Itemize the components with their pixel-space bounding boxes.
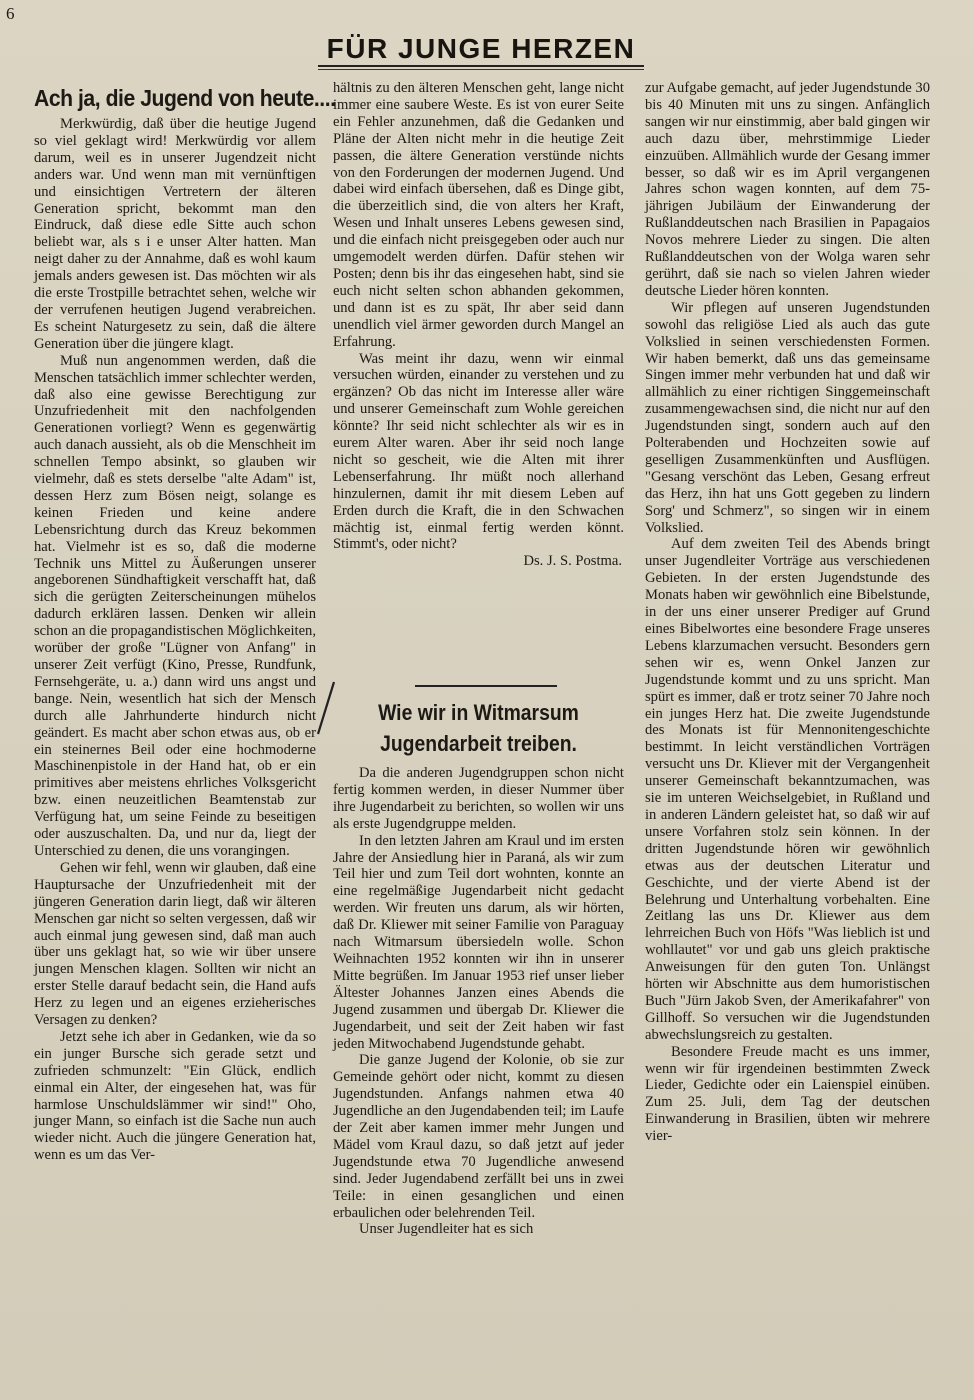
article2-paragraph: Die ganze Jugend der Kolonie, ob sie zur Gemeinde gehört oder nicht, kommt zu diesen Jugendstunden. Anfangs nahmen etwa 40 Jugendliche an den Jugendabenden teil; im Laufe der Zeit aber kamen immer mehr Jungen und Mädel vom Kraul dazu, so daß jetzt auf jeder Jugendstunde etwa 70 Jugendliche anwesend sind. Jeder Jugendabend zerfällt bei uns in zwei Teile: in einen gesanglichen und einen erbaulichen oder belehrenden Teil. bbox=[333, 1052, 624, 1221]
section-title: FÜR JUNGE HERZEN bbox=[326, 33, 636, 64]
article1-headline: Ach ja, die Jugend von heute.... bbox=[34, 85, 336, 111]
article2-column2 bbox=[333, 765, 624, 1238]
article1-paragraph: Jetzt sehe ich aber in Gedanken, wie da so ein junger Bursche sich gerade setzt und zufrieden schmunzelt: "Ein Glück, endlich einmal ein Alter, der eingesehen hat, was für harmlose Unschuldslämmer wir sind!" Oho, junger Mann, so einfach ist die Sache nun auch wieder nicht. Auch die jüngere Generation hat, wenn es um das Ver- bbox=[34, 1028, 316, 1164]
article2-column3 bbox=[645, 80, 930, 1145]
article2-paragraph-continued: zur Aufgabe gemacht, auf jeder Jugendstunde 30 bis 40 Minuten mit uns zu singen. Anfänglich sangen wir nur einstimmig, aber bald gingen wir auch dazu über, mehrstimmige Lieder einzuüben. Allmählich wurde der Gesang immer besser, so daß wir es im April vergangenen Jahres schon wagen konnten, auf dem 75-jährigen Jubiläum der Einwanderung der Rußlanddeutschen nach Brasilien in Papagaios Novos mehrere Lieder zu singen. Die alten Rußlanddeutschen von der Wolga waren sehr gerührt, daß sie nach so vielen Jahren wieder deutsche Lieder hören konnten. bbox=[645, 80, 930, 299]
article2-paragraph: Wir pflegen auf unseren Jugendstunden sowohl das religiöse Lied als auch das gute Volkslied in seinen verschiedensten Formen. Wir haben bemerkt, daß uns das gemeinsame Singen immer mehr verbunden hat und daß wir allmählich zu einer richtigen Singgemeinschaft zusammengewachsen sind, die nicht nur auf den Jugendstunden singt, sondern auch auf den Polterabenden und Hochzeiten sowie auf geselligen Zusammenkünften und Ausflügen. "Gesang verschönt das Leben, Gesang erfreut das Herz, ihn hat uns Gott gegeben zu lindern Sorg' und Schmerz", so singen wir in einem Volkslied. bbox=[645, 299, 930, 536]
page-number: 6 bbox=[6, 4, 15, 23]
article2-paragraph: Unser Jugendleiter hat es sich bbox=[359, 1221, 534, 1238]
slash-mark bbox=[312, 678, 338, 738]
article1-column1 bbox=[34, 116, 316, 1164]
article2-paragraph: Auf dem zweiten Teil des Abends bringt unser Jugendleiter Vorträge aus verschiedenen Gebieten. In der ersten Jugendstunde des Monats haben wir gewöhnlich eine Bibelstunde, in der uns einer unserer Prediger auf Grund eines Bibelwortes eine besondere Frage unseres Lebens klarzumachen versucht. Besonders gern sehen wir es, wenn Onkel Janzen zur Jugendstunde kommt und zu uns spricht. Man spürt es immer, daß er trotz seiner 70 Jahre noch ein junges Herz hat. Die zweite Jugendstunde des Monats ist für Mennonitengeschichte bestimmt. In leicht verständlichen Vorträgen versucht uns Dr. Kliever mit der Vergangenheit unserer Gemeinschaft bekanntzumachen, was sie im unteren Weichselgebiet, in Rußland und in anderen Ländern geleistet hat, so daß wir auf unsere Vorfahren stolz sein können. In der dritten Jugendstunde hören wir gewöhnlich etwas aus der deutschen Literatur und Geschichte, und der vierte Abend ist der Belehrung und Unterhaltung vorbehalten. Eine Zeitlang las uns Dr. Kliewer aus dem lehrreichen Buch von Höfs "Was lieblich ist und wohllautet" vor und gab uns gleich praktische Anweisungen für den guten Ton. Unlängst hörten wir Abschnitte aus dem humoristischen Buch "Jürn Jakob Sven, der Amerikafahrer" von Gillhoff. So versuchen wir die Jugendstunden abwechslungsreich zu gestalten. bbox=[645, 536, 930, 1043]
article2-headline: Wie wir in Witmarsum Jugendarbeit treiben. bbox=[378, 700, 579, 756]
article2-paragraph: Da die anderen Jugendgruppen schon nicht fertig kommen werden, in dieser Nummer über ihre Jugendarbeit zu berichten, so wollen wir uns als erste Jugendgruppe melden. bbox=[333, 765, 624, 832]
article1-paragraph: Merkwürdig, daß über die heutige Jugend so viel geklagt wird! Merkwürdig vor allem darum, weil es in unserer Jugendzeit nicht anders war. Und wenn man mit vernünftigen und einsichtigen Vertretern der älteren Generation spricht, bekommt man den Eindruck, daß diese edle Sitte auch schon beliebt war, als s i e unser Alter hatten. Man neigt daher zu der Annahme, daß es wohl kaum jemals anders gewesen ist. Das möchten wir als die erste Trostpille betrachtet sehen, welche wir der verrufenen heutigen Jugend verabreichen. Es scheint Naturgesetz zu sein, daß die ältere Generation über die jüngere klagt. bbox=[34, 116, 316, 352]
article-divider bbox=[415, 685, 557, 687]
article2-paragraph: Besondere Freude macht es uns immer, wenn wir für irgendeinen bestimmten Zweck Lieder, Gedichte oder ein Laienspiel einüben. Zum 25. Juli, dem Tag der deutschen Einwanderung in Brasilien, übten wir mehrere vier- bbox=[645, 1043, 930, 1145]
article1-column2 bbox=[333, 80, 624, 570]
title-rule bbox=[318, 65, 644, 67]
article2-paragraph: In den letzten Jahren am Kraul und im ersten Jahre der Ansiedlung hier in Paraná, als wir zum Teil hier und zum Teil dort wohnten, konnte an eine regelmäßige Jugendarbeit nicht gedacht werden. Wir freuten uns darum, als wir hörten, daß Dr. Kliewer mit seiner Familie von Paraguay nach Witmarsum übersiedeln wolle. Schon Weihnachten 1952 konnten wir ihn in unserer Mitte begrüßen. Im Januar 1953 rief unser lieber Ältester Johannes Janzen eines Abends die Jugend zusammen und übergab Dr. Kliewer die Jugendarbeit, und seit der Zeit haben wir fast jeden Mitwochabend Jugendstunde gehabt. bbox=[333, 832, 624, 1052]
article1-signature: Ds. J. S. Postma. bbox=[523, 553, 622, 570]
article1-paragraph: Gehen wir fehl, wenn wir glauben, daß eine Hauptursache der Unzufriedenheit mit der jüngeren Generation darin liegt, daß wir älteren Menschen gar nicht so selten vergessen, daß wir auch einmal jung gewesen sind, daß man auch über uns geklagt hat, so wie wir über unsere jungen Menschen klagen. Sollten wir nicht an erster Stelle darauf bedacht sein, die Hand aufs Herz zu legen und an eigenes erzieherisches Versagen zu denken? bbox=[34, 859, 316, 1029]
article1-paragraph-continued: hältnis zu den älteren Menschen geht, lange nicht immer eine saubere Weste. Es ist von eurer Seite ein Fehler anzunehmen, daß die Gedanken und Pläne der Alten nicht mehr in die heutige Zeit passen, die ältere Generation verstünde nichts von den Forderungen der modernen Jugend. Und dabei wird einfach übersehen, daß es Dinge gibt, die überzeitlich sind, die von alters her Kraft, Wesen und Inhalt unseres Lebens gewesen sind, und die einfach nicht preisgegeben oder auch nur umgemodelt werden dürfen. Dafür stehen wir Posten; denn bis ihr das eingesehen habt, sind sie euch nicht selten schon abhanden gekommen, und dann ist es zu spät, Ihr aber seid dann unendlich viel ärmer geworden durch Mangel an Erfahrung. bbox=[333, 80, 624, 350]
article1-paragraph: Muß nun angenommen werden, daß die Menschen tatsächlich immer schlechter werden, daß also eine gewisse Berechtigung zur Unzufriedenheit mit den nachfolgenden Generationen vorliegt? Wenn es gegenwärtig auch danach aussieht, als ob die Menschheit im schnellen Tempo absinkt, so glauben wir vielmehr, daß es stets derselbe "alte Adam" ist, dessen Herz zum Bösen neigt, solange es keinen Frieden und keine andere Lebensrichtung durch das Kreuz bekommen hat. Vielmehr ist es so, daß die moderne Technik uns Mittel zu Äußerungen unserer angeborenen Sündhaftigkeit verschafft hat, daß sich die gerügten Zeiterscheinungen mühelos dadurch erklären lassen. Denken wir allein schon an die propagandistischen Möglichkeiten, worüber der große "Lügner von Anfang" in unserer Zeit verfügt (Kino, Presse, Rundfunk, Fernsehgeräte, u. a.) dann wird uns angst und bange. Nein, wesentlich hat sich der Mensch durch alle Jahrhunderte hindurch nicht geändert. Es macht aber schon etwas aus, ob er ein steinernes Beil oder eine hochmoderne Maschinenpistole in der Hand hat, ob er ein primitives aber meistens ehrliches Volksgericht bzw. einen neuzeitlichen Beamtenstab zur Verfügung hat, um seine Feinde zu beseitigen oder auszuschalten. Da, und nur da, liegt der Unterschied zu denen, die uns vorangingen. bbox=[34, 352, 316, 859]
article1-paragraph: Was meint ihr dazu, wenn wir einmal versuchen würden, einander zu verstehen und zu ergänzen? Ob das nicht im Interesse aller wäre und unserer Gemeinschaft zum Wohle gereichen könnte? Ihr seid nicht schlechter als wir es in eurem Alter waren. Aber ihr seid noch lange nicht so gescheit, wie die Alten mit ihrer Lebenserfahrung. Ihr müßt noch allerhand hinzulernen, damit ihr mit diesem Leben auf Erden durch die Kraft, die in den Schwachen mächtig ist, einmal fertig werden könnt. Stimmt's, oder nicht? bbox=[333, 350, 624, 553]
title-rule-thin bbox=[318, 69, 644, 70]
